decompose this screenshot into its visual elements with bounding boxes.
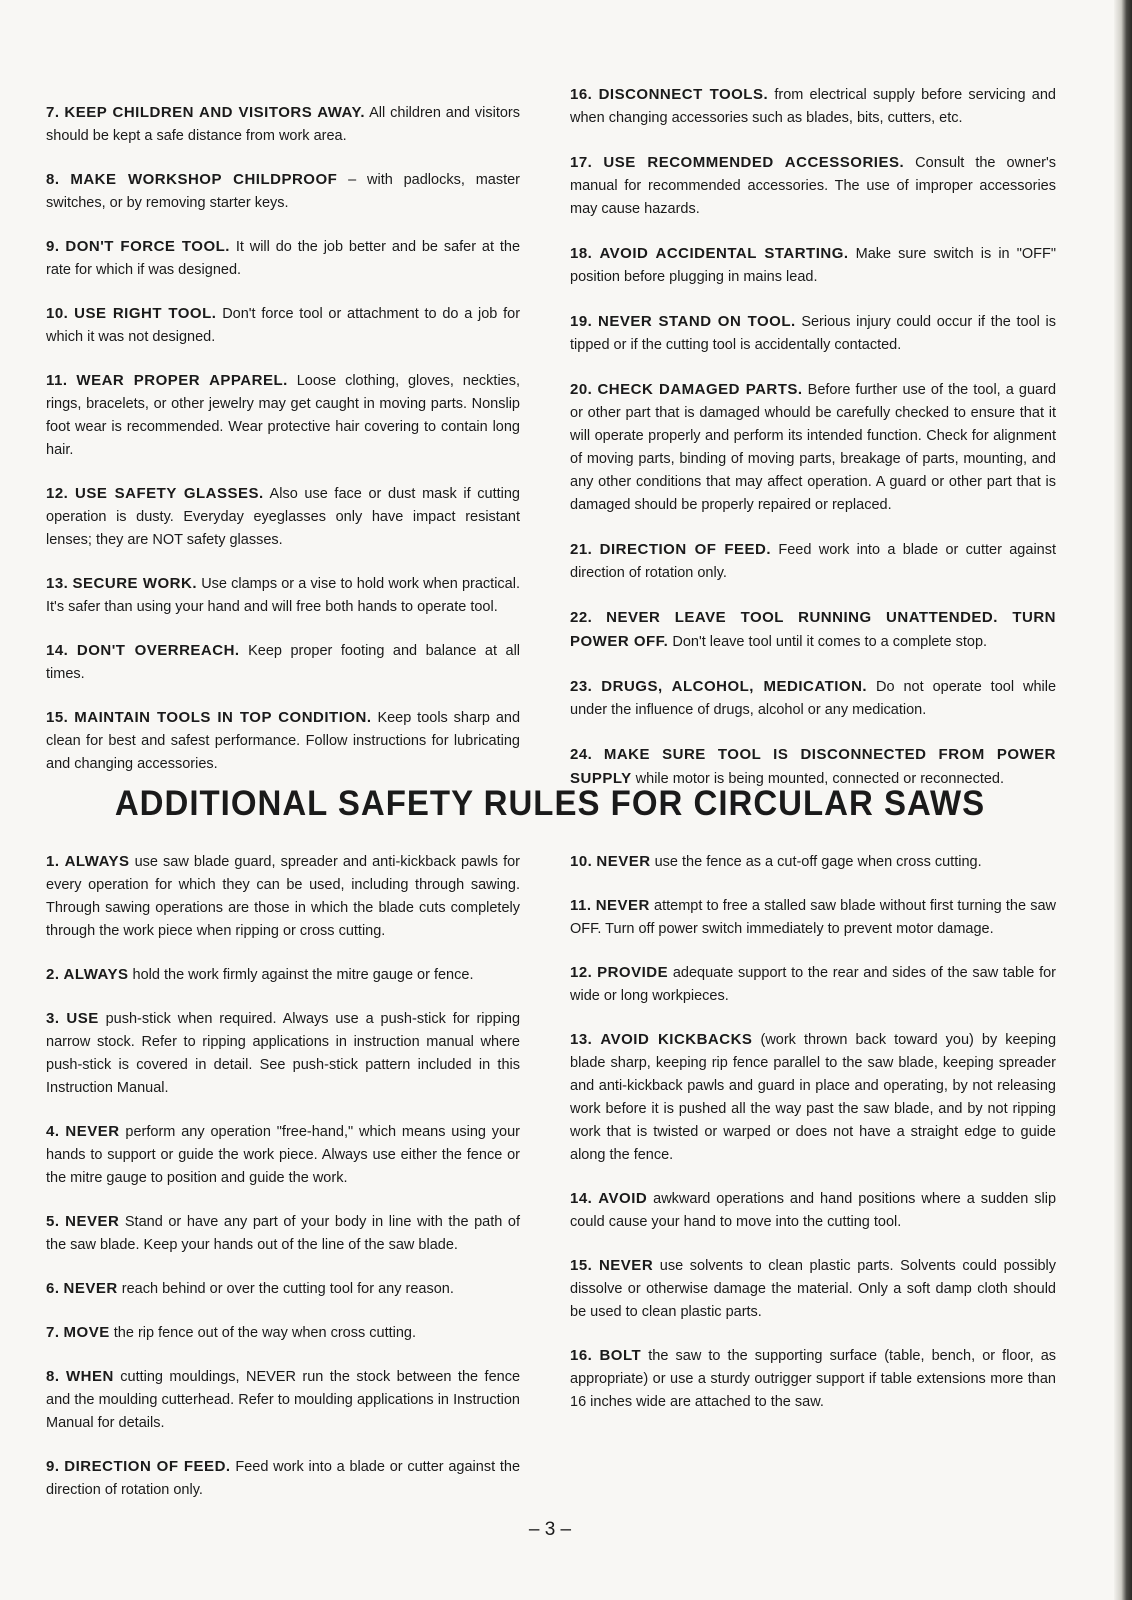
- rule-title: DON'T FORCE TOOL.: [65, 238, 230, 255]
- rule-number: 7.: [46, 104, 60, 121]
- rule-item: [570, 242, 1056, 289]
- rule-number: 15.: [570, 1257, 593, 1274]
- rule-item: [46, 1455, 520, 1502]
- rule-text: Feed work into a blade or cutter against the direction of rotation only.: [46, 1459, 521, 1498]
- rule-item: [46, 1007, 520, 1100]
- rule-number: 3.: [46, 1010, 60, 1027]
- rule-title: MAKE SURE TOOL IS DISCONNECTED FROM POWER SUPPLY: [570, 746, 1057, 787]
- rule-text: Stand or have any part of your body in line with the path of the saw blade. Keep your hands out of the line of the saw blade.: [46, 1214, 520, 1253]
- rule-title: MAKE WORKSHOP CHILDPROOF: [70, 171, 338, 188]
- rule-number: 14.: [570, 1190, 593, 1207]
- rule-title: AVOID KICKBACKS: [600, 1031, 753, 1048]
- rule-item: [46, 639, 520, 686]
- rule-item: [46, 1277, 520, 1301]
- rule-item: [570, 606, 1056, 654]
- rule-item: [570, 850, 1056, 874]
- rule-title: ALWAYS: [64, 853, 130, 870]
- rule-text: perform any operation "free-hand," which means using your hands to support or guide the work piece. Always use either the fence or the mitre gauge to position and guide the work.: [46, 1124, 521, 1186]
- rule-text: Keep tools sharp and clean for best and safest performance. Follow instructions for lubricating and changing accessories.: [46, 710, 521, 772]
- rule-item: [46, 302, 520, 349]
- rule-number: 13.: [570, 1031, 593, 1048]
- rule-title: AVOID: [598, 1190, 648, 1207]
- rule-number: 19.: [570, 313, 593, 330]
- rule-item: [46, 1365, 520, 1435]
- rule-item: [570, 675, 1056, 722]
- rule-number: 17.: [570, 154, 593, 171]
- rule-item: [570, 894, 1056, 941]
- rule-text: Don't leave tool until it comes to a complete stop.: [672, 634, 988, 650]
- rule-title: NEVER: [596, 853, 651, 870]
- rule-item: [570, 1187, 1056, 1234]
- rule-title: DIRECTION OF FEED.: [64, 1458, 231, 1475]
- rule-text: Do not operate tool while under the influence of drugs, alcohol or any medication.: [570, 679, 1057, 718]
- rule-number: 24.: [570, 746, 593, 763]
- general-rules-left-column: [46, 101, 520, 796]
- rule-item: [46, 482, 520, 552]
- rule-item: [46, 706, 520, 776]
- section-heading: ADDITIONAL SAFETY RULES FOR CIRCULAR SAWS: [114, 782, 986, 823]
- rule-title: USE RIGHT TOOL.: [74, 305, 217, 322]
- rule-number: 6.: [46, 1280, 60, 1297]
- rule-text: Keep proper footing and balance at all times.: [46, 643, 521, 682]
- rule-text: awkward operations and hand positions where a sudden slip could cause your hand to move into the cutting tool.: [570, 1191, 1057, 1230]
- rule-number: 18.: [570, 245, 593, 262]
- rule-number: 8.: [46, 171, 60, 188]
- rule-title: USE RECOMMENDED ACCESSORIES.: [603, 154, 905, 171]
- rule-title: DON'T OVERREACH.: [76, 642, 240, 659]
- rule-item: [46, 1321, 520, 1345]
- rule-text: It will do the job better and be safer at the rate for which if was designed.: [46, 239, 521, 278]
- rule-text: use the fence as a cut-off gage when cross cutting.: [654, 854, 982, 870]
- rule-text: Don't force tool or attachment to do a job for which it was not designed.: [46, 306, 521, 345]
- rule-text: – with padlocks, master switches, or by removing starter keys.: [46, 172, 521, 211]
- rule-title: USE: [66, 1010, 99, 1027]
- rule-title: CHECK DAMAGED PARTS.: [597, 381, 803, 398]
- rule-item: [46, 235, 520, 282]
- rule-number: 11.: [46, 372, 68, 389]
- rule-text: (work thrown back toward you) by keeping blade sharp, keeping rip fence parallel to the saw blade, keeping spreader and anti-kickback pawls and guard in place and operating, by not releasing work before it is pushed all the way past the saw blade, and by not ripping work that is twisted or warped or does not have a straight edge to guide along the fence.: [570, 1032, 1057, 1163]
- rule-text: from electrical supply before servicing and when changing accessories such as blades, bits, cutters, etc.: [570, 87, 1056, 126]
- rule-number: 12.: [570, 964, 593, 981]
- rule-item: [570, 1028, 1056, 1167]
- rule-text: Also use face or dust mask if cutting operation is dusty. Everyday eyeglasses only have impact resistant lenses; they are NOT safety glasses.: [46, 486, 520, 548]
- rule-title: DIRECTION OF FEED.: [599, 541, 772, 558]
- page-binding-edge: [1114, 0, 1132, 1600]
- rule-title: NEVER: [65, 1123, 120, 1140]
- rule-title: WHEN: [65, 1368, 114, 1385]
- rule-item: [570, 538, 1056, 585]
- rule-text: while motor is being mounted, connected or reconnected.: [635, 771, 1005, 787]
- rule-number: 13.: [46, 575, 69, 592]
- rule-number: 22.: [570, 609, 593, 626]
- rule-number: 16.: [570, 1347, 593, 1364]
- rule-title: NEVER: [595, 897, 650, 914]
- rule-number: 9.: [46, 238, 60, 255]
- rule-text: use saw blade guard, spreader and anti-kickback pawls for every operation for which they can be used, including through sawing. Through sawing operations are those in which the blade cuts completely through the work piece when ripping or cross cutting.: [46, 854, 521, 939]
- rule-title: MOVE: [63, 1324, 110, 1341]
- saw-rules-right-column: [570, 850, 1056, 1434]
- rule-title: NEVER STAND ON TOOL.: [598, 313, 796, 330]
- rule-title: NEVER: [63, 1280, 118, 1297]
- rule-number: 5.: [46, 1213, 60, 1230]
- saw-rules-left-column: [46, 850, 520, 1522]
- rule-number: 1.: [46, 853, 60, 870]
- rule-number: 11.: [570, 897, 592, 914]
- rule-title: USE SAFETY GLASSES.: [75, 485, 264, 502]
- rule-text: Before further use of the tool, a guard or other part that is damaged whould be carefully checked to ensure that it will operate properly and perform its intended function. Check for alignment of moving parts, binding of moving parts, breakage of parts, mounting, and any other conditions that may affect operation. A guard or other part that is damaged should be properly repaired or replaced.: [570, 382, 1057, 513]
- page-number: – 3 –: [528, 1519, 572, 1540]
- rule-number: 8.: [46, 1368, 60, 1385]
- rule-number: 14.: [46, 642, 69, 659]
- rule-item: [46, 1210, 520, 1257]
- rule-text: Consult the owner's manual for recommended accessories. The use of improper accessories may cause hazards.: [570, 155, 1057, 217]
- rule-title: SECURE WORK.: [72, 575, 198, 592]
- rule-text: cutting mouldings, NEVER run the stock between the fence and the moulding cutterhead. Refer to moulding applications in Instruction Manual for details.: [46, 1369, 521, 1431]
- rule-item: [46, 572, 520, 619]
- rule-number: 20.: [570, 381, 593, 398]
- rule-title: WEAR PROPER APPAREL.: [76, 372, 288, 389]
- rule-text: push-stick when required. Always use a push-stick for ripping narrow stock. Refer to ripping applications in instruction manual where push-stick is covered in detail. See push-stick pattern included in this Instruction Manual.: [46, 1011, 521, 1096]
- rule-number: 15.: [46, 709, 69, 726]
- rule-text: attempt to free a stalled saw blade without first turning the saw OFF. Turn off power switch immediately to prevent motor damage.: [570, 898, 1056, 937]
- rule-number: 12.: [46, 485, 69, 502]
- rule-number: 7.: [46, 1324, 60, 1341]
- rule-item: [570, 83, 1056, 130]
- rule-text: the saw to the supporting surface (table, bench, or floor, as appropriate) or use a sturdy outrigger support if table extensions more than 16 inches wide are attached to the saw.: [570, 1348, 1057, 1410]
- general-rules-right-column: [570, 83, 1056, 812]
- rule-item: [570, 151, 1056, 221]
- rule-item: [46, 1120, 520, 1190]
- rule-item: [570, 1254, 1056, 1324]
- rule-number: 2.: [46, 966, 60, 983]
- rule-title: AVOID ACCIDENTAL STARTING.: [599, 245, 849, 262]
- rule-item: [46, 168, 520, 215]
- rule-text: hold the work firmly against the mitre gauge or fence.: [132, 967, 474, 983]
- rule-number: 10.: [570, 853, 593, 870]
- rule-item: [46, 101, 520, 148]
- rule-item: [570, 1344, 1056, 1414]
- rule-text: Make sure switch is in "OFF" position before plugging in mains lead.: [570, 246, 1056, 285]
- rule-title: NEVER LEAVE TOOL RUNNING UNATTENDED. TURN POWER OFF.: [570, 609, 1057, 650]
- rule-item: [570, 961, 1056, 1008]
- rule-item: [46, 369, 520, 462]
- rule-number: 23.: [570, 678, 593, 695]
- rule-number: 10.: [46, 305, 69, 322]
- rule-text: reach behind or over the cutting tool for any reason.: [121, 1281, 454, 1297]
- rule-item: [570, 310, 1056, 357]
- rule-title: NEVER: [65, 1213, 120, 1230]
- rule-title: DRUGS, ALCOHOL, MEDICATION.: [601, 678, 868, 695]
- rule-number: 16.: [570, 86, 593, 103]
- rule-text: All children and visitors should be kept a safe distance from work area.: [46, 105, 520, 144]
- rule-text: adequate support to the rear and sides of the saw table for wide or long workpieces.: [570, 965, 1056, 1004]
- rule-title: PROVIDE: [597, 964, 669, 981]
- rule-text: Loose clothing, gloves, neckties, rings, bracelets, or other jewelry may get caught in moving parts. Nonslip foot wear is recommended. Wear protective hair covering to contain long hair.: [46, 373, 521, 458]
- rule-title: ALWAYS: [63, 966, 129, 983]
- rule-text: the rip fence out of the way when cross cutting.: [113, 1325, 417, 1341]
- rule-title: MAINTAIN TOOLS IN TOP CONDITION.: [74, 709, 372, 726]
- rule-text: Use clamps or a vise to hold work when practical. It's safer than using your hand and will free both hands to operate tool.: [46, 576, 520, 615]
- rule-item: [46, 963, 520, 987]
- rule-title: BOLT: [599, 1347, 642, 1364]
- rule-number: 21.: [570, 541, 593, 558]
- rule-title: KEEP CHILDREN AND VISITORS AWAY.: [64, 104, 366, 121]
- rule-item: [46, 850, 520, 943]
- rule-number: 4.: [46, 1123, 60, 1140]
- rule-text: use solvents to clean plastic parts. Solvents could possibly dissolve or otherwise damage the material. Only a soft damp cloth should be used to clean plastic parts.: [570, 1258, 1056, 1320]
- rule-number: 9.: [46, 1458, 60, 1475]
- rule-title: NEVER: [598, 1257, 654, 1274]
- rule-text: Feed work into a blade or cutter against direction of rotation only.: [570, 542, 1057, 581]
- rule-text: Serious injury could occur if the tool is tipped or if the cutting tool is accidentally contacted.: [570, 314, 1057, 353]
- rule-item: [570, 378, 1056, 517]
- rule-title: DISCONNECT TOOLS.: [598, 86, 769, 103]
